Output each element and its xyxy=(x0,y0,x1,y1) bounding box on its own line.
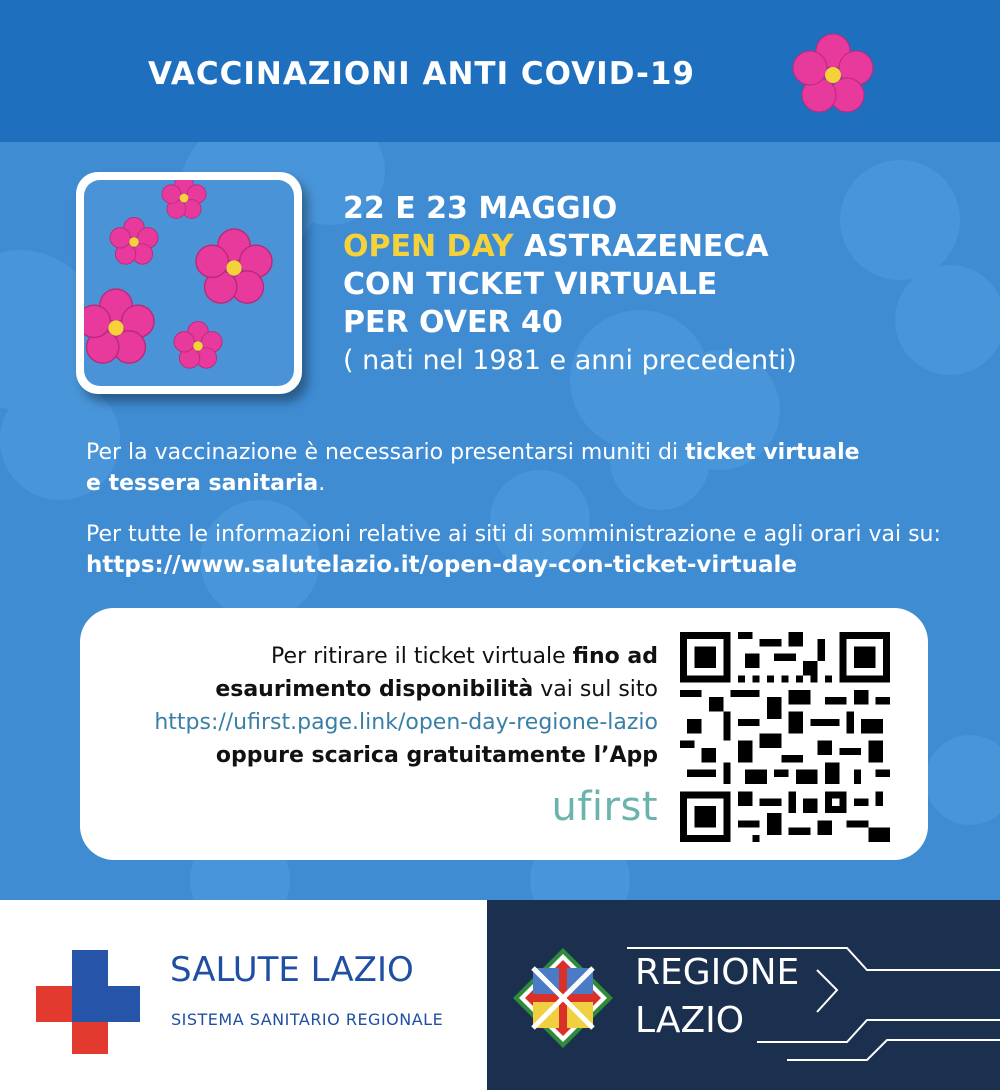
headline-age: PER OVER 40 xyxy=(343,305,563,340)
info-bold-ticket: ticket virtuale xyxy=(685,440,860,465)
flowers-illustration xyxy=(84,180,294,386)
ticket-box xyxy=(80,608,928,860)
ufirst-link[interactable]: https://ufirst.page.link/open-day-regione-lazio xyxy=(154,710,658,735)
info-end: . xyxy=(318,471,326,496)
qr-code-icon[interactable] xyxy=(680,632,890,842)
box-line1-bold: fino ad xyxy=(572,644,658,669)
salute-lazio-title: SALUTE LAZIO xyxy=(170,950,414,990)
lazio-title: LAZIO xyxy=(635,1000,745,1041)
regione-title: REGIONE xyxy=(635,952,800,993)
salute-lazio-footer xyxy=(0,900,487,1090)
header-bar xyxy=(0,0,1000,142)
regione-lazio-footer xyxy=(487,900,1000,1090)
headline xyxy=(343,190,797,380)
ufirst-logo: ufirst xyxy=(551,784,658,830)
page-title: VACCINAZIONI ANTI COVID-19 xyxy=(148,56,696,92)
info-text: Per la vaccinazione è necessario presentarsi muniti di xyxy=(86,440,686,465)
box-line2-bold: esaurimento disponibilità xyxy=(215,677,534,702)
info-links-text: Per tutte le informazioni relative ai siti di somministrazione e agli orari vai su: xyxy=(86,522,941,547)
headline-date: 22 E 23 MAGGIO xyxy=(343,191,618,226)
box-line4: oppure scarica gratuitamente l’App xyxy=(215,743,658,768)
info-bold-tessera: e tessera sanitaria xyxy=(86,471,319,496)
headline-openday xyxy=(343,228,797,266)
flower-icon xyxy=(783,25,883,125)
brand-label: ASTRAZENECA xyxy=(513,229,769,264)
box-line2: vai sul sito xyxy=(533,677,658,702)
open-day-label: OPEN DAY xyxy=(343,229,514,264)
health-cross-icon xyxy=(36,950,140,1054)
box-line1: Per ritirare il ticket virtuale xyxy=(271,644,573,669)
headline-ticket: CON TICKET VIRTUALE xyxy=(343,267,718,302)
info-links xyxy=(86,519,941,581)
regione-crest-icon xyxy=(511,946,615,1050)
headline-note: ( nati nel 1981 e anni precedenti) xyxy=(343,345,797,376)
salutelazio-link[interactable]: https://www.salutelazio.it/open-day-con-ticket-virtuale xyxy=(86,552,797,578)
salute-lazio-subtitle: SISTEMA SANITARIO REGIONALE xyxy=(171,1010,444,1029)
ticket-box-text xyxy=(154,640,658,772)
flower-card xyxy=(76,172,302,394)
info-requirements xyxy=(86,437,860,499)
